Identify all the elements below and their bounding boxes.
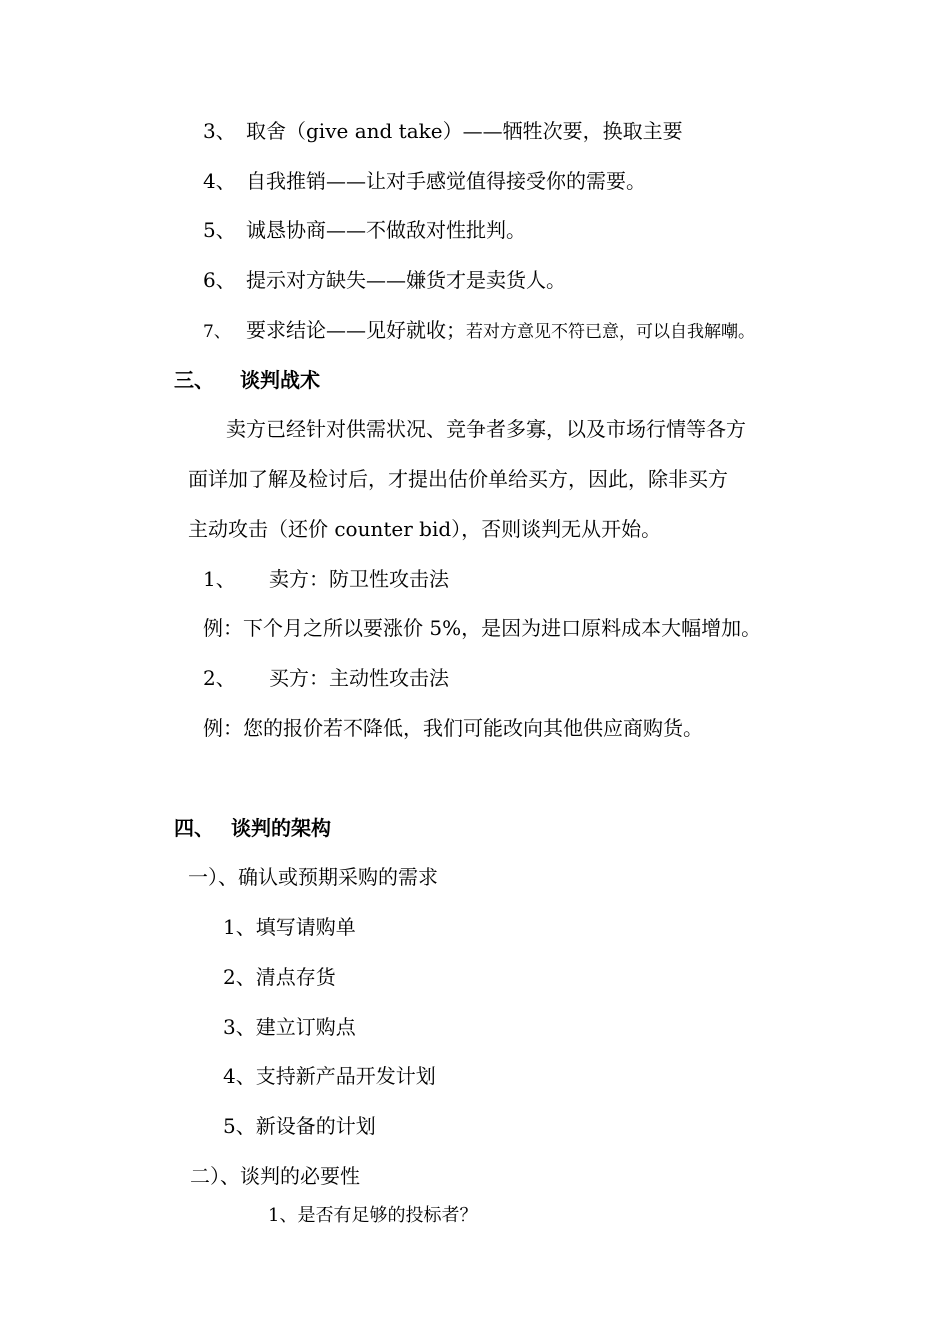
list-item: 5、新设备的计划 — [223, 1114, 376, 1138]
paragraph-line: 面详加了解及检讨后，才提出估价单给买方，因此，除非买方 — [188, 467, 728, 491]
list-item: 1、是否有足够的投标者？ — [268, 1205, 478, 1226]
list-text: 要求结论——见好就收； — [246, 318, 466, 342]
list-note: 若对方意见不符已意，可以自我解嘲。 — [466, 322, 755, 342]
list-text: 卖方：防卫性攻击法 — [269, 567, 449, 591]
section-number: 三、 — [174, 368, 214, 392]
list-number: 4、 — [203, 169, 236, 193]
list-number: 6、 — [203, 268, 236, 292]
list-item — [203, 317, 755, 345]
subsection-heading: 二）、谈判的必要性 — [190, 1164, 360, 1188]
list-text: 买方：主动性攻击法 — [269, 666, 449, 690]
list-item: 4、支持新产品开发计划 — [223, 1064, 436, 1088]
list-item — [203, 168, 646, 194]
list-text: 取舍（give and take）——牺牲次要，换取主要 — [246, 119, 683, 143]
section-number: 四、 — [174, 816, 214, 840]
list-number: 5、 — [203, 218, 236, 242]
list-item — [203, 566, 449, 592]
example-line: 例：下个月之所以要涨价 5%，是因为进口原料成本大幅增加。 — [203, 616, 762, 640]
subsection-heading: 一）、确认或预期采购的需求 — [188, 865, 438, 889]
list-number: 7、 — [203, 322, 231, 342]
section-heading — [174, 815, 331, 841]
list-text: 提示对方缺失——嫌货才是卖货人。 — [246, 268, 566, 292]
list-text: 诚恳协商——不做敌对性批判。 — [246, 218, 526, 242]
paragraph-line: 卖方已经针对供需状况、竞争者多寡，以及市场行情等各方 — [226, 417, 746, 441]
list-item — [203, 665, 449, 691]
list-item: 2、清点存货 — [223, 965, 336, 989]
list-number: 2、 — [203, 666, 236, 690]
section-heading — [174, 367, 320, 393]
list-text: 自我推销——让对手感觉值得接受你的需要。 — [246, 169, 646, 193]
list-item — [203, 118, 683, 144]
section-title: 谈判的架构 — [231, 816, 331, 840]
list-item: 1、填写请购单 — [223, 915, 356, 939]
section-title: 谈判战术 — [240, 368, 320, 392]
list-item — [203, 217, 526, 243]
example-line: 例：您的报价若不降低，我们可能改向其他供应商购货。 — [203, 716, 703, 740]
list-number: 3、 — [203, 119, 236, 143]
list-item: 3、建立订购点 — [223, 1015, 356, 1039]
list-number: 1、 — [203, 567, 236, 591]
list-item — [203, 267, 566, 293]
paragraph-line: 主动攻击（还价 counter bid），否则谈判无从开始。 — [188, 517, 662, 541]
